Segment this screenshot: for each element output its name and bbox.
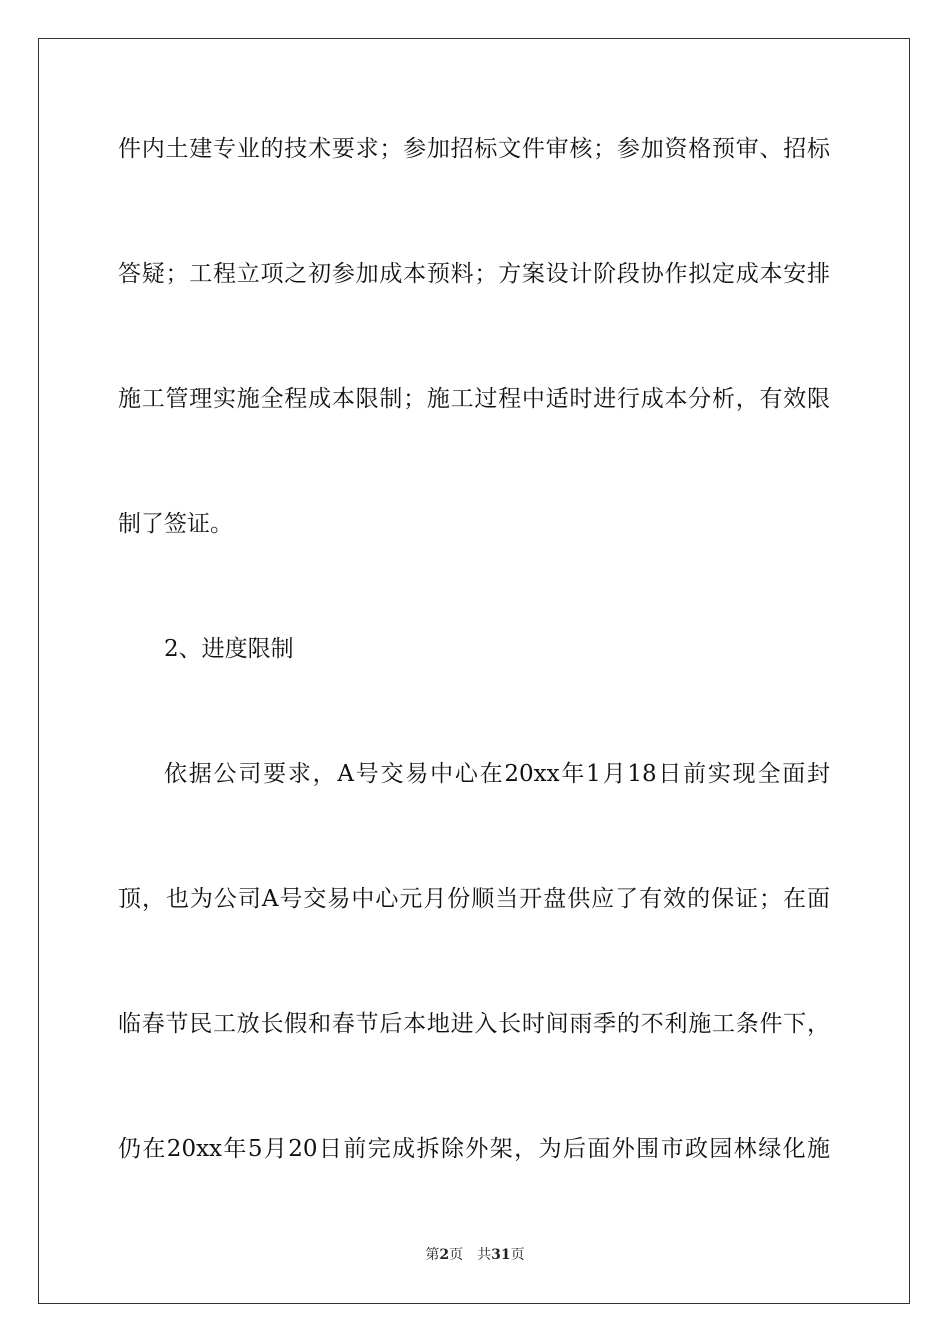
body-text-line-3: 施工管理实施全程成本限制；施工过程中适时进行成本分析，有效限 [118,386,830,412]
footer-total-prefix: 共 [477,1247,492,1263]
page-border [38,38,910,1304]
body-text-line-9: 仍在20xx年5月20日前完成拆除外架，为后面外围市政园林绿化施 [118,1136,830,1162]
footer-page-number: 2 [439,1247,450,1263]
section-heading: 2、进度限制 [164,636,294,662]
footer-page-prefix: 第 [425,1247,440,1263]
body-text-line-2: 答疑；工程立项之初参加成本预料；方案设计阶段协作拟定成本安排 [118,261,830,287]
body-text-line-4: 制了签证。 [118,511,233,537]
page-footer [0,1246,950,1264]
body-text-line-6: 依据公司要求，A号交易中心在20xx年1月18日前实现全面封 [164,761,830,787]
footer-total-suffix: 页 [510,1247,525,1263]
body-text-line-7: 顶，也为公司A号交易中心元月份顺当开盘供应了有效的保证；在面 [118,886,830,912]
body-text-line-8: 临春节民工放长假和春节后本地进入长时间雨季的不利施工条件下， [118,1011,830,1037]
footer-total-pages: 31 [491,1247,511,1263]
body-text-line-1: 件内土建专业的技术要求；参加招标文件审核；参加资格预审、招标 [118,136,830,162]
footer-page-suffix: 页 [449,1247,464,1263]
